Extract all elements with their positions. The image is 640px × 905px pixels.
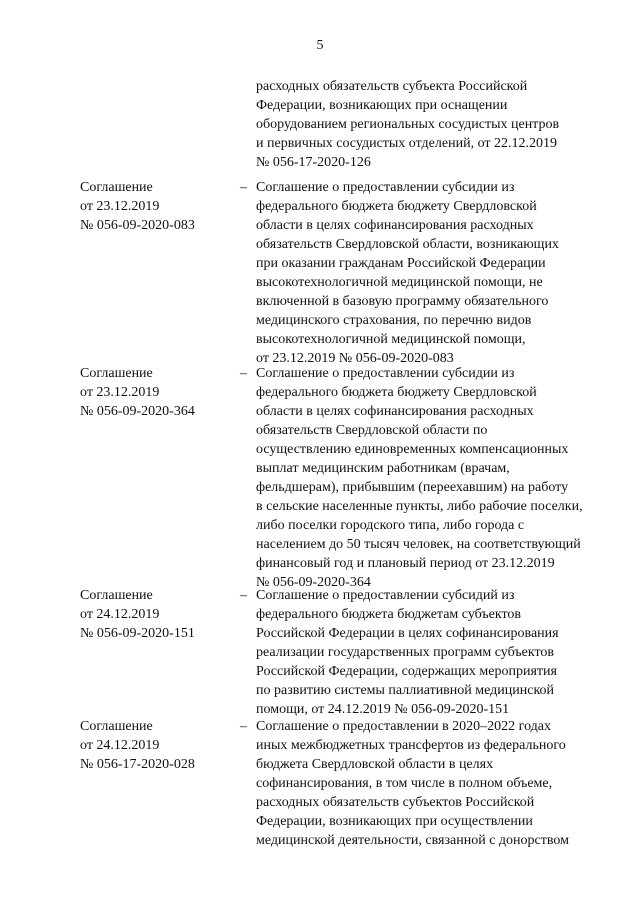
text-line: бюджета Свердловской области в целях <box>256 757 494 772</box>
text-line: и первичных сосудистых отделений, от 22.12.2019 <box>256 136 557 151</box>
text-line: осуществлению единовременных компенсационных <box>256 442 569 457</box>
text-line: Соглашение о предоставлении субсидии из <box>256 366 515 381</box>
text-line: № 056-09-2020-364 <box>256 575 371 590</box>
text-line: расходных обязательств субъекта Российской <box>256 79 528 94</box>
text-line: Соглашение о предоставлении субсидии из <box>256 180 515 195</box>
text-line: Российской Федерации, содержащих мероприятия <box>256 664 557 679</box>
agreement-reference: Соглашение от 23.12.2019 № 056-09-2020-083 <box>80 180 195 233</box>
agreement-reference: Соглашение от 23.12.2019 № 056-09-2020-364 <box>80 366 195 419</box>
text-line: федерального бюджета бюджету Свердловской <box>256 385 537 400</box>
dash-separator: – <box>240 719 247 734</box>
agreement-description <box>256 586 586 719</box>
agreement-reference: Соглашение от 24.12.2019 № 056-09-2020-151 <box>80 588 195 641</box>
text-line: Соглашение о предоставлении субсидий из <box>256 588 515 603</box>
text-line: оборудованием региональных сосудистых центров <box>256 117 560 132</box>
text-line: медицинской деятельности, связанной с донорством <box>256 833 569 848</box>
text-line: высокотехнологичной медицинской помощи, не <box>256 275 543 290</box>
continuation-text <box>256 77 586 172</box>
text-line: выплат медицинским работникам (врачам, <box>256 461 510 476</box>
text-line: области в целях софинансирования расходных <box>256 404 534 419</box>
text-line: медицинского страхования, по перечню видов <box>256 313 532 328</box>
text-line: № 056-17-2020-126 <box>256 155 371 170</box>
dash-separator: – <box>240 180 247 195</box>
text-line: по развитию системы паллиативной медицинской <box>256 683 555 698</box>
text-line: населением до 50 тысяч человек, на соответствующий <box>256 537 581 552</box>
dash-separator: – <box>240 588 247 603</box>
text-line: области в целях софинансирования расходных <box>256 218 534 233</box>
agreement-description <box>256 364 586 592</box>
dash-separator: – <box>240 366 247 381</box>
text-line: высокотехнологичной медицинской помощи, <box>256 332 526 347</box>
text-line: Федерации, возникающих при оснащении <box>256 98 508 113</box>
text-line: в сельские населенные пункты, либо рабочие поселки, <box>256 499 583 514</box>
text-line: Соглашение о предоставлении в 2020–2022 годах <box>256 719 552 734</box>
text-line: финансовый год и плановый период от 23.12.2019 <box>256 556 555 571</box>
text-line: софинансирования, в том числе в полном объеме, <box>256 776 553 791</box>
agreement-description <box>256 178 586 368</box>
text-line: от 23.12.2019 № 056-09-2020-083 <box>256 351 454 366</box>
text-line: при оказании гражданам Российской Федерации <box>256 256 546 271</box>
agreement-reference: Соглашение от 24.12.2019 № 056-17-2020-028 <box>80 719 195 772</box>
text-line: федерального бюджета бюджетам субъектов <box>256 607 522 622</box>
text-line: расходных обязательств субъектов Российской <box>256 795 535 810</box>
text-line: Федерации, возникающих при осуществлении <box>256 814 533 829</box>
text-line: включенной в базовую программу обязательного <box>256 294 549 309</box>
page-number: 5 <box>316 38 324 53</box>
text-line: либо поселки городского типа, либо города с <box>256 518 525 533</box>
text-line: Российской Федерации в целях софинансирования <box>256 626 559 641</box>
text-line: иных межбюджетных трансфертов из федерального <box>256 738 566 753</box>
text-line: обязательств Свердловской области, возникающих <box>256 237 559 252</box>
text-line: федерального бюджета бюджету Свердловской <box>256 199 537 214</box>
text-line: фельдшерам), прибывшим (переехавшим) на работу <box>256 480 569 495</box>
text-line: помощи, от 24.12.2019 № 056-09-2020-151 <box>256 702 510 717</box>
agreement-description <box>256 717 586 850</box>
text-line: реализации государственных программ субъектов <box>256 645 555 660</box>
text-line: обязательств Свердловской области по <box>256 423 488 438</box>
